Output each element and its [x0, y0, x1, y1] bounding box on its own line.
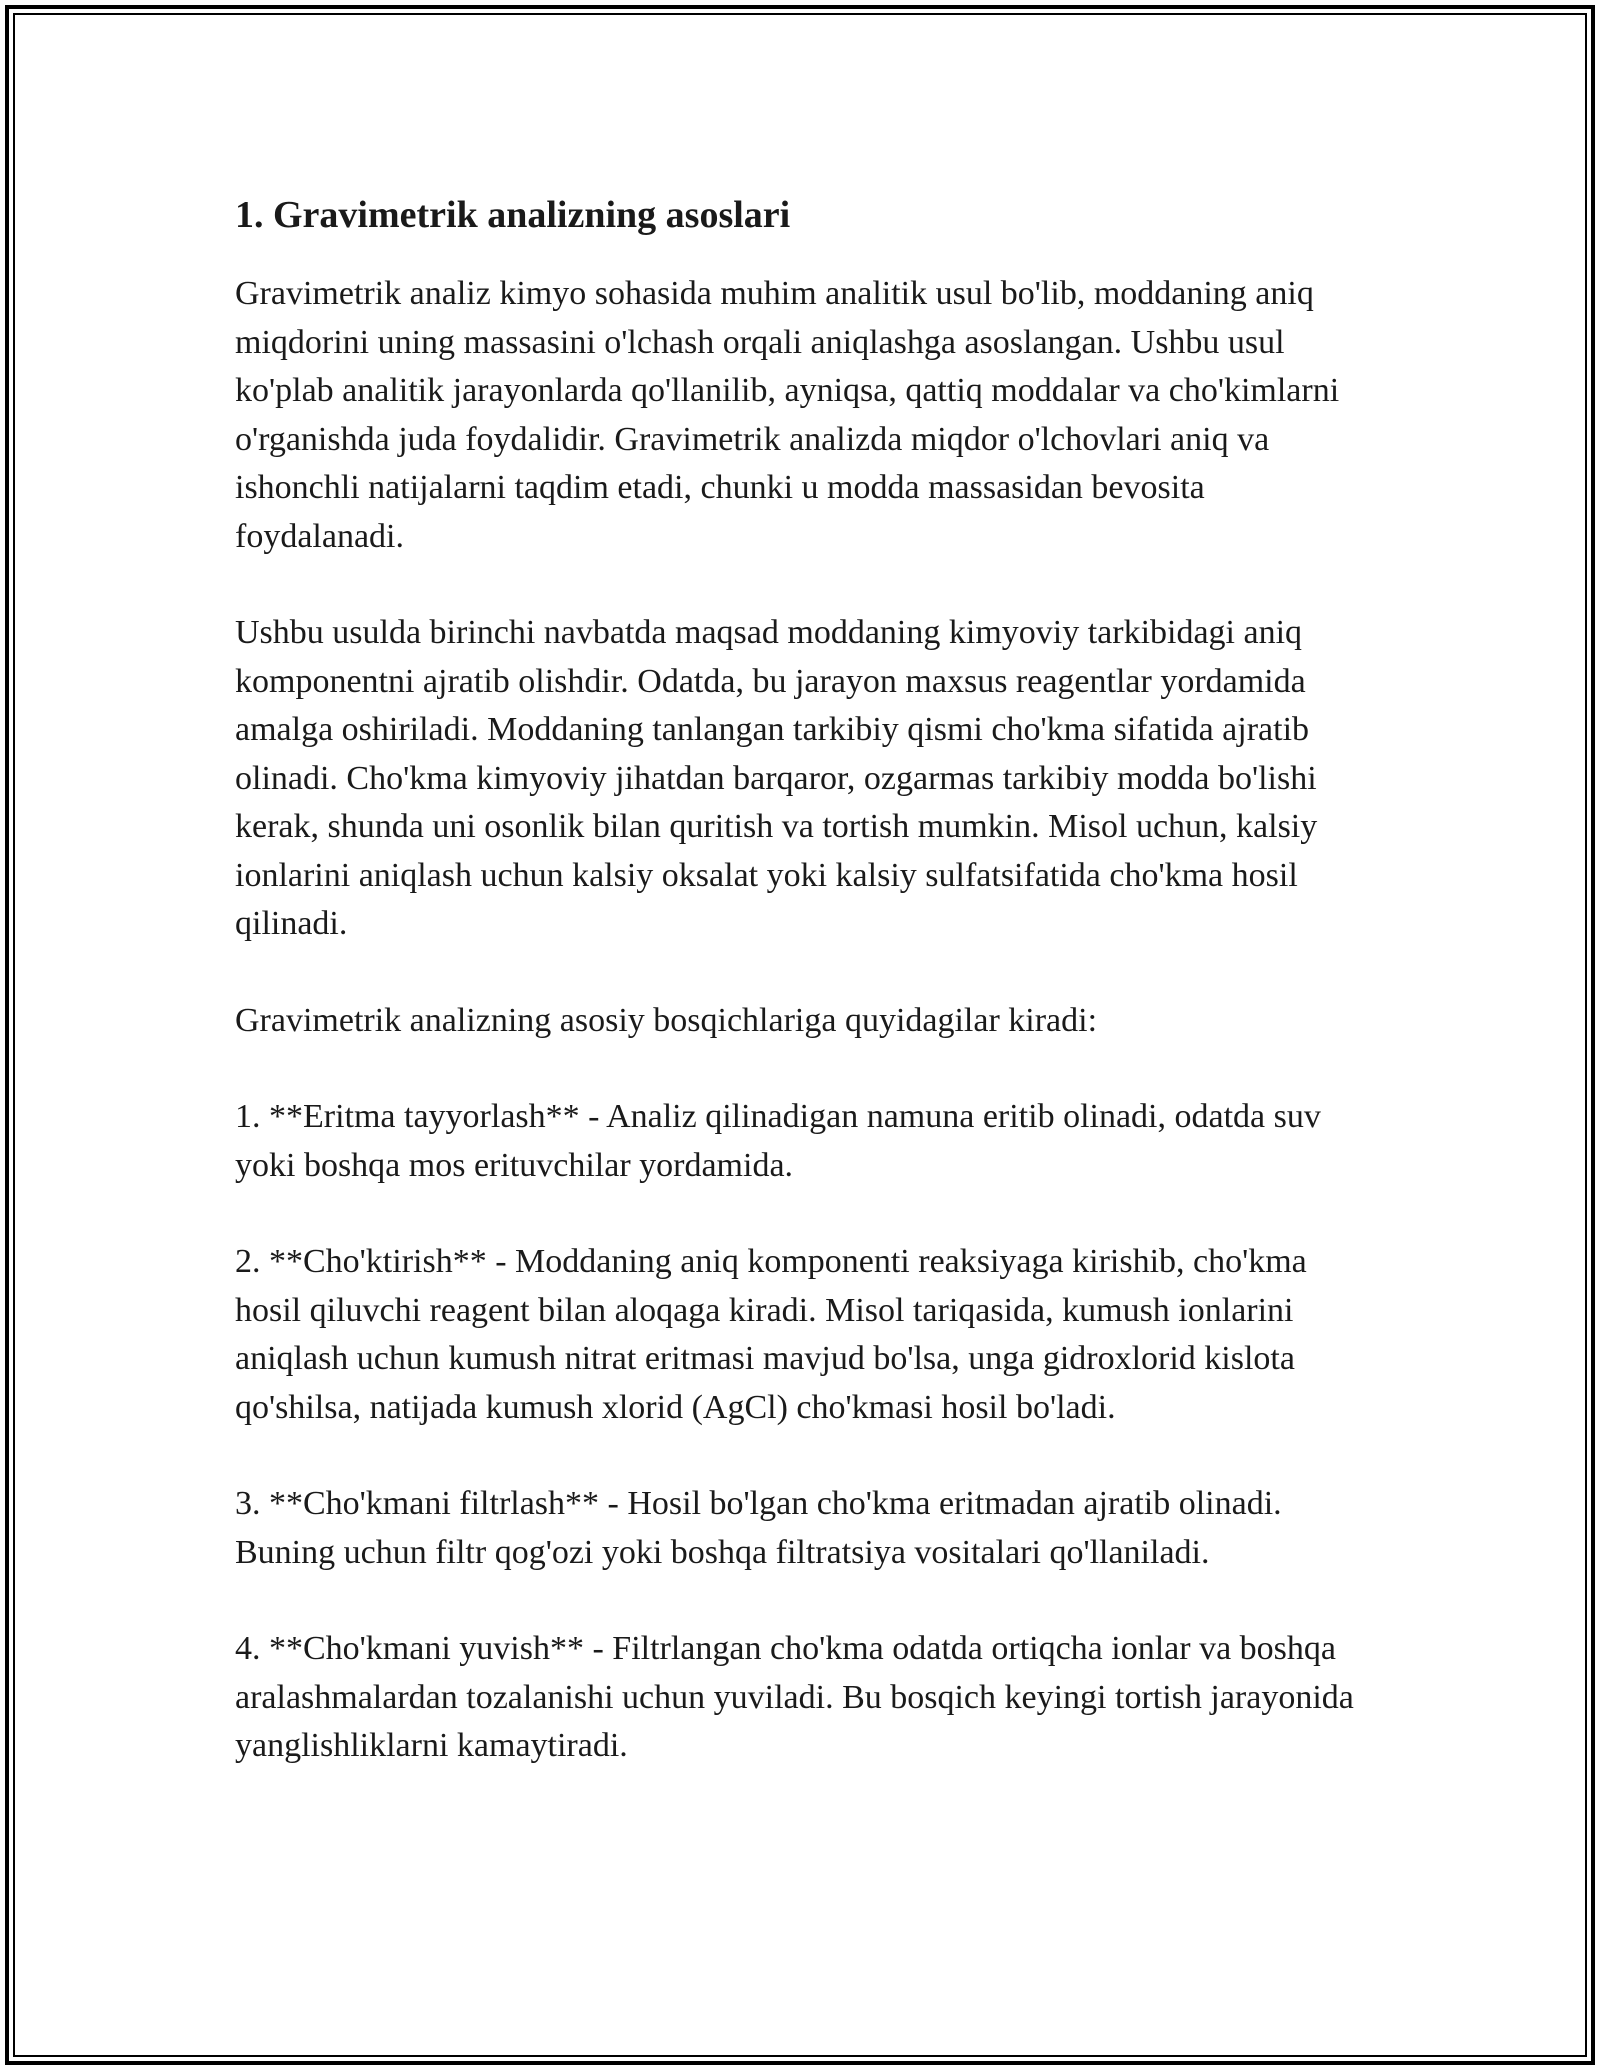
paragraph-stages-intro: Gravimetrik analizning asosiy bosqichlariga quyidagilar kiradi: [235, 1001, 1098, 1039]
paragraph-method: Ushbu usulda birinchi navbatda maqsad moddaning kimyoviy tarkibidagi aniq komponentni ajratib olishdir. Odatda, bu jarayon maxsus reagentlar yordamida amalga oshiriladi. Moddaning tanlangan tarkibiy qismi cho'kma sifatida ajratib olinadi. Cho'kma kimyoviy jihatdan barqaror, ozgarmas tarkibiy modda bo'lishi kerak, shunda uni osonlik bilan quritish va tortish mumkin. Misol uchun, kalsiy ionlarini aniqlash uchun kalsiy oksalat yoki kalsiy sulfatsifatida cho'kma hosil qilinadi. [235, 614, 1318, 942]
list-item-step-1: 1. **Eritma tayyorlash** - Analiz qilinadigan namuna eritib olinadi, odatda suv yoki boshqa mos erituvchilar yordamida. [235, 1098, 1321, 1184]
paragraph-intro: Gravimetrik analiz kimyo sohasida muhim analitik usul bo'lib, moddaning aniq miqdorini uning massasini o'lchash orqali aniqlashga asoslangan. Ushbu usul ko'plab analitik jarayonlarda qo'llanilib, ayniqsa, qattiq moddalar va cho'kimlarni o'rganishda juda foydalidir. Gravimetrik analizda miqdor o'lchovlari aniq va ishonchli natijalarni taqdim etadi, chunki u modda massasidan bevosita foydalanadi. [235, 275, 1340, 555]
document-body [235, 180, 1375, 1819]
list-item-step-2: 2. **Cho'ktirish** - Moddaning aniq komponenti reaksiyaga kirishib, cho'kma hosil qiluvchi reagent bilan aloqaga kiradi. Misol tariqasida, kumush ionlarini aniqlash uchun kumush nitrat eritmasi mavjud bo'lsa, unga gidroxlorid kislota qo'shilsa, natijada kumush xlorid (AgCl) cho'kmasi hosil bo'ladi. [235, 1243, 1307, 1426]
list-item-step-4: 4. **Cho'kmani yuvish** - Filtrlangan cho'kma odatda ortiqcha ionlar va boshqa aralashmalardan tozalanishi uchun yuviladi. Bu bosqich keyingi tortish jarayonida yanglishliklarni kamaytiradi. [235, 1630, 1354, 1764]
section-heading: 1. Gravimetrik analizning asoslari [235, 194, 791, 236]
list-item-step-3: 3. **Cho'kmani filtrlash** - Hosil bo'lgan cho'kma eritmadan ajratib olinadi. Buning uchun filtr qog'ozi yoki boshqa filtratsiya vositalari qo'llaniladi. [235, 1485, 1282, 1571]
